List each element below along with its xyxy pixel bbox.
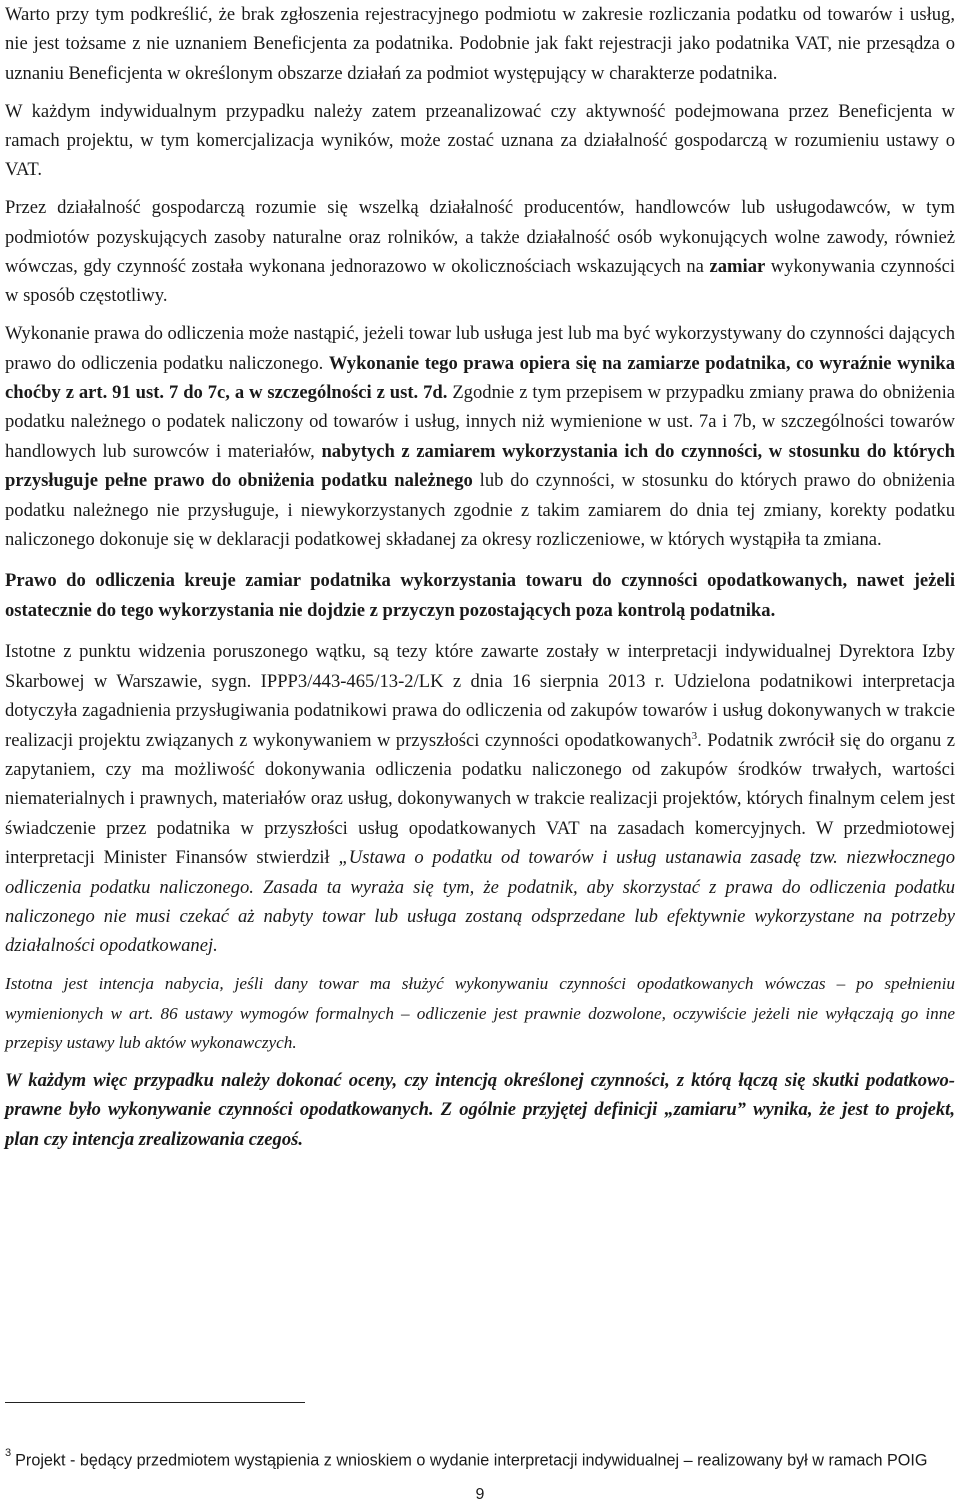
paragraph-text: lub do czynności, w stosunku do których prawo do obniżenia podatku należnego nie przysługuje, i niewykorzystanych zgodnie z takim zamiarem do dnia tej zmiany, korekty podatku naliczonego dokonuje się w deklaracji podatkowej składanej za okresy rozliczeniowe, w których wystąpiła ta zmiana. [5,470,955,551]
paragraph-text: Przez działalność gospodarczą rozumie się wszelką działalność producentów, handlowców lub usługodawców, w tym podmiotów pozyskujących zasoby naturalne oraz rolników, a także działalność osób wykonujących wolne zawody, również wówczas, gdy czynność została wykonana jednorazowo w okolicznościach wskazujących na [5,197,955,278]
paragraph [5,0,955,88]
footnote-text: Projekt - będący przedmiotem wystąpienia z wnioskiem o wydanie interpretacji indywidualnej – realizowany był w ramach POIG [15,1451,928,1470]
emphasized-text: Wykonanie tego prawa opiera się na zamiarze podatnika, co wyraźnie wynika choćby z art. 91 ust. 7 do 7c, a w szczególności z ust. 7d. [5,352,955,404]
paragraph-text: Istotna jest intencja nabycia, jeśli dany towar ma służyć wykonywaniu czynności opodatkowanych wówczas – po spełnieniu wymienionych w art. 86 ustawy wymogów formalnych – odliczenie jest prawnie dozwolone, oczywiście jeżeli nie wyłączają go inne przepisy ustawy lub aktów wykonawczych. [5,974,955,1052]
paragraph [5,319,955,554]
paragraph-text: W każdym więc przypadku należy dokonać oceny, czy intencją określonej czynności, z którą łączą się skutki podatkowo-prawne było wykonywanie czynności opodatkowanych. Z ogólnie przyjętej definicji „zamiaru” wynika, że jest to projekt, plan czy intencja zrealizowania czegoś. [5,1069,955,1150]
paragraph-text: Wykonanie prawa do odliczenia może nastąpić, jeżeli towar lub usługa jest lub ma być wykorzystywany do czynności dających prawo do odliczenia podatku naliczonego. [5,323,955,374]
footnote-marker: 3 [5,1447,12,1459]
paragraph-text: Prawo do odliczenia kreuje zamiar podatnika wykorzystania towaru do czynności opodatkowanych, nawet jeżeli ostatecznie do tego wykorzystania nie dojdzie z przyczyn pozostających poza kontrolą podatnika. [5,570,955,621]
paragraph-text: W każdym indywidualnym przypadku należy zatem przeanalizować czy aktywność podejmowana przez Beneficjenta w ramach projektu, w tym komercjalizacja wyników, może zostać uznana za działalność gospodarczą w rozumieniu ustawy o VAT. [5,100,955,181]
paragraph [5,1066,955,1154]
paragraph-text: Zgodnie z tym przepisem w przypadku zmiany prawa do obniżenia podatku należnego o podatek naliczony od towarów i usług, innych niż wymienione w ust. 7a i 7b, w szczególności towarów handlowych lub surowców i materiałów, [5,382,955,462]
footnote-separator [5,1402,305,1403]
paragraph [5,637,955,960]
footnote-reference: 3 [691,729,698,742]
paragraph [5,193,955,311]
document-body [5,0,955,1162]
paragraph-text: . Podatnik zwrócił się do organu z zapytaniem, czy ma możliwość dokonywania odliczenia podatku naliczonego od zakupów środków trwałych, wartości niematerialnych i prawnych, materiałów oraz usług, dokonywanych w trakcie realizacji projektów, których finalnym celem jest świadczenie przez podatnika w przyszłości usług opodatkowanych VAT na zasadach komercyjnych. W przedmiotowej interpretacji Minister Finansów stwierdził [5,729,955,869]
emphasized-text: nabytych z zamiarem wykorzystania ich do czynności, w stosunku do których przysługuje pełne prawo do obniżenia podatku należnego [5,440,955,492]
paragraph-text: Warto przy tym podkreślić, że brak zgłoszenia rejestracyjnego podmiotu w zakresie rozliczania podatku od towarów i usług, nie jest tożsame z nie uznaniem Beneficjenta za podatnika. Podobnie jak fakt rejestracji jako podatnika VAT, nie przesądza o uznaniu Beneficjenta w określonym obszarze działań za podmiot występujący w charakterze podatnika. [5,4,955,84]
paragraph-text: wykonywania czynności w sposób częstotliwy. [5,256,956,307]
paragraph [5,97,955,185]
paragraph [5,566,955,625]
page-number: 9 [475,1486,485,1503]
quoted-text: „Ustawa o podatku od towarów i usług ustanawia zasadę tzw. niezwłocznego odliczenia podatku naliczonego. Zasada ta wyraża się tym, że podatnik, aby skorzystać z prawa do odliczenia podatku naliczonego nie musi czekać aż nabyty towar lub usługa zostaną odsprzedane lub efektywnie wykorzystane na potrzeby działalności opodatkowanej. [5,847,956,957]
footnote [5,1444,955,1473]
emphasized-text: zamiar [709,256,766,278]
paragraph-text: Istotne z punktu widzenia poruszonego wątku, są tezy które zawarte zostały w interpretacji indywidualnej Dyrektora Izby Skarbowej w Warszawie, sygn. IPPP3/443-465/13-2/LK z dnia 16 sierpnia 2013 r. Udzielona podatnikowi interpretacja dotyczyła zagadnienia przysługiwania podatnikowi prawa do odliczenia od zakupów towarów i usług dokonywanych w trakcie realizacji projektu związanych z wykonywaniem w przyszłości czynności opodatkowanych [5,641,955,751]
paragraph [5,969,955,1057]
